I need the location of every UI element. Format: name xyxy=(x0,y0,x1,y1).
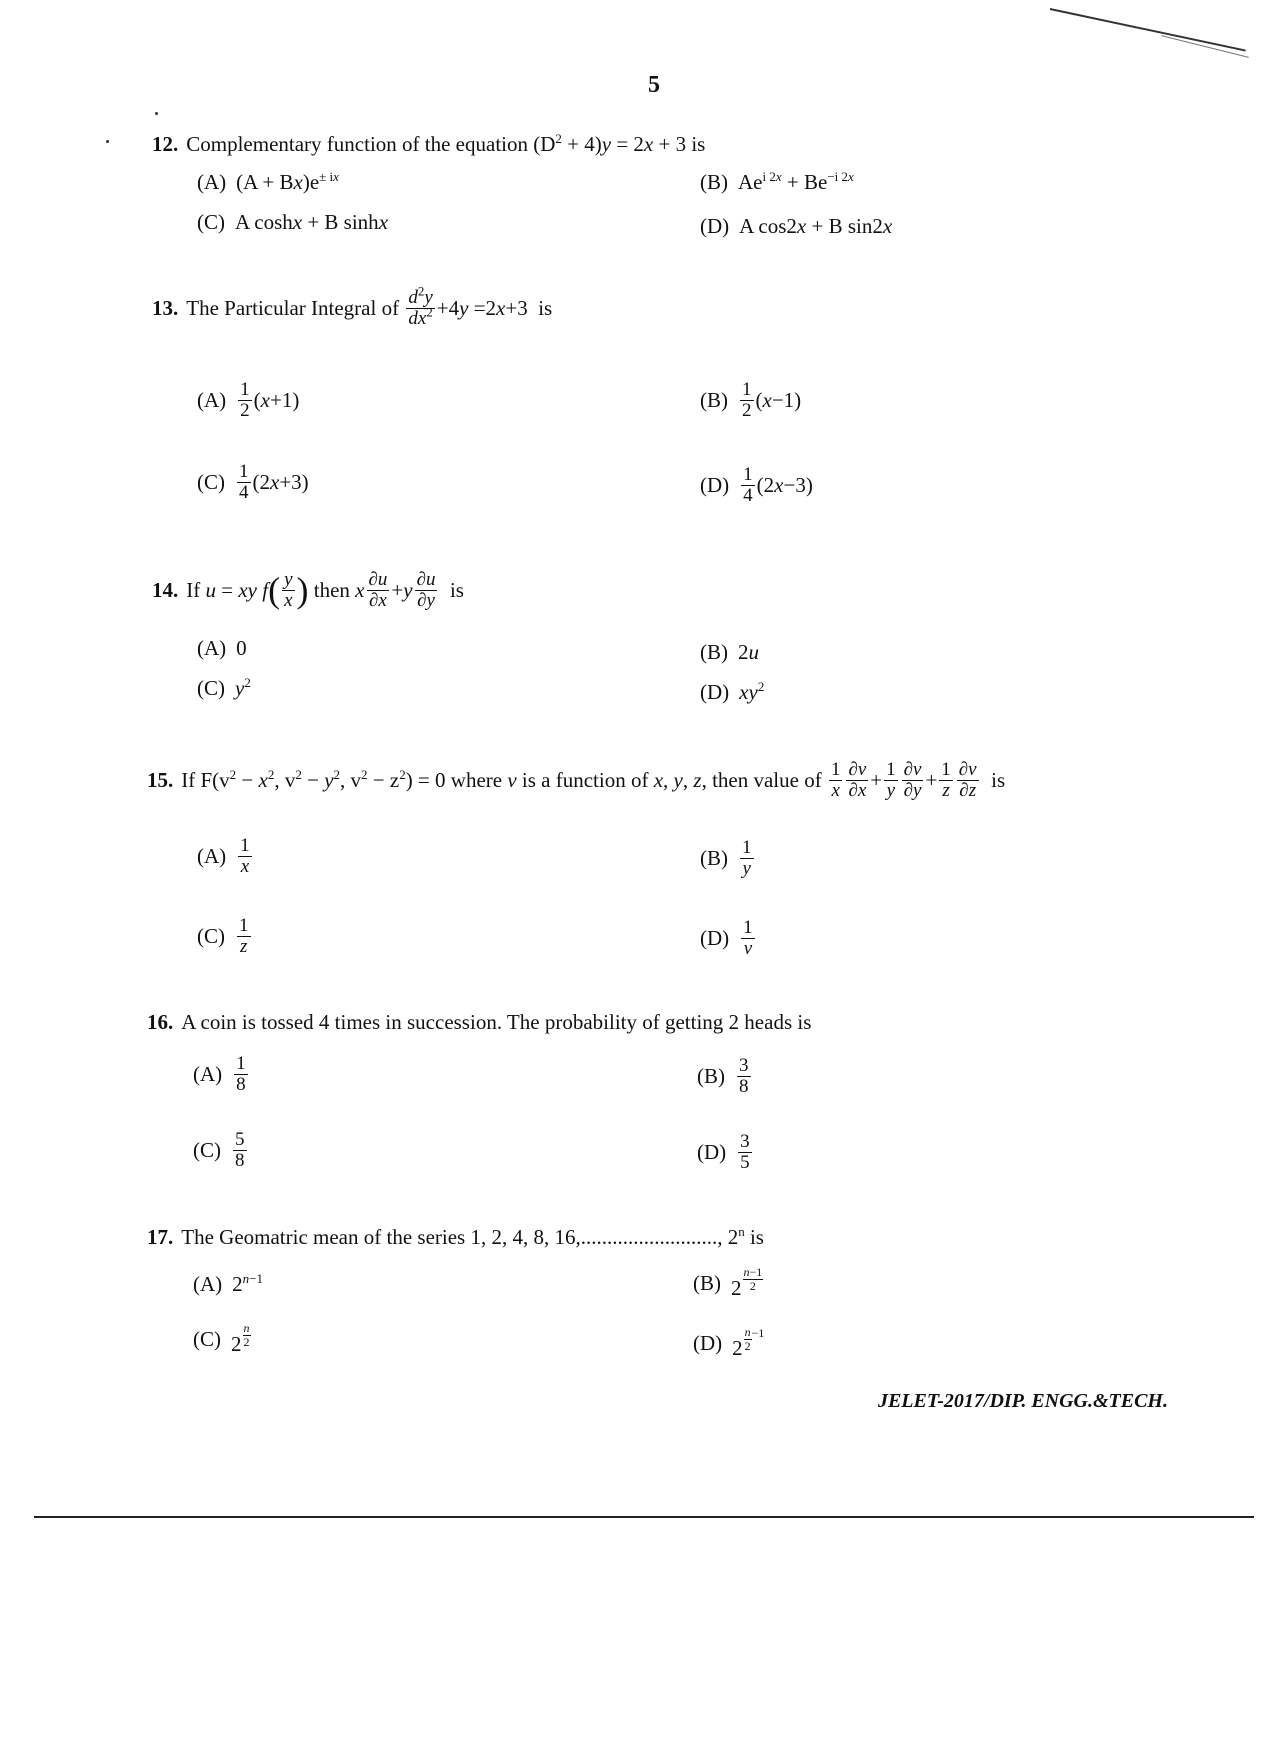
option-15c[interactable]: (C) $\frac{1}{z}$ xyxy=(197,915,249,957)
question-14: 14. If u = xy f ( $\frac{y}{x}$ ) then x $\frac{\partial u}{\partial x}$ +y $\frac{\partial u}{\partial y}$ is xyxy=(152,569,464,611)
option-15d[interactable]: (D) $\frac{1}{v}$ xyxy=(700,917,753,959)
page-number: 5 xyxy=(648,72,660,98)
scan-mark xyxy=(1050,8,1246,52)
question-number: 12. xyxy=(152,132,179,156)
option-12c[interactable]: (C) A coshx + B sinhx xyxy=(197,210,389,234)
option-16d[interactable]: (D) $\frac{3}{5}$ xyxy=(697,1131,750,1173)
option-14b[interactable]: (B) 2u xyxy=(700,640,759,664)
scan-dot xyxy=(155,112,158,115)
option-14d[interactable]: (D) $xy^2$ xyxy=(700,679,765,704)
option-17c[interactable]: (C) 2 $\frac{n}{2}$ xyxy=(193,1321,250,1356)
option-17d[interactable]: (D) 2 $\frac{n}{2}$ −1 xyxy=(693,1325,765,1360)
question-16: 16. A coin is tossed 4 times in succession. The probability of getting 2 heads is xyxy=(147,1010,812,1034)
option-13b[interactable]: (B) $\frac{1}{2}$ (x−1) xyxy=(700,379,802,421)
option-12b[interactable]: (B) $Ae^{i 2x} + Be^{-i 2x}$ xyxy=(700,169,854,194)
option-13c[interactable]: (C) $\frac{1}{4}$ (2x+3) xyxy=(197,461,309,503)
option-17a[interactable]: (A) $2^{n-1}$ xyxy=(193,1271,263,1296)
option-15b[interactable]: (B) $\frac{1}{y}$ xyxy=(700,837,752,879)
option-14a[interactable]: (A) 0 xyxy=(197,636,247,660)
fraction: $\frac{d^2y}{dx^2}$ xyxy=(408,283,433,329)
option-13a[interactable]: (A) $\frac{1}{2}$ (x+1) xyxy=(197,379,300,421)
question-13: 13. The Particular Integral of $\frac{d^2y}{dx^2}$ +4y =2x+3 is xyxy=(152,283,553,329)
scan-dot xyxy=(106,140,109,143)
option-16c[interactable]: (C) $\frac{5}{8}$ xyxy=(193,1129,245,1171)
question-17: 17. The Geomatric mean of the series 1, 2, 4, 8, 16,.........................., 2$^n$ is xyxy=(147,1224,764,1249)
option-16a[interactable]: (A) $\frac{1}{8}$ xyxy=(193,1053,246,1095)
option-15a[interactable]: (A) $\frac{1}{x}$ xyxy=(197,835,250,877)
question-text: Complementary function of the equation $(D^2 + 4)y = 2x + 3$ is xyxy=(186,131,706,156)
option-12a[interactable]: (A) $(A + Bx)e^{\pm ix}$ xyxy=(197,169,339,194)
bottom-rule xyxy=(34,1516,1254,1518)
option-14c[interactable]: (C) $y^2$ xyxy=(197,675,251,700)
option-17b[interactable]: (B) 2 $\frac{n-1}{2}$ xyxy=(693,1265,763,1300)
option-16b[interactable]: (B) $\frac{3}{8}$ xyxy=(697,1055,749,1097)
footer-code: JELET-2017/DIP. ENGG.&TECH. xyxy=(877,1390,1168,1412)
option-13d[interactable]: (D) $\frac{1}{4}$ (2x−3) xyxy=(700,464,813,506)
option-12d[interactable]: (D) A cos2x + B sin2x xyxy=(700,214,893,238)
question-15: 15. If $F(v^2 - x^2$, $v^2 - y^2$, $v^2 - z^2) = 0$ where v is a function of x, y, z, then value of $\frac{1}{x}$ $\frac{\partial v}{\partial x}$ + $\frac{1}{y}$ $\frac{\partial v}{\partial y}$ + $\frac{1}{z}$ $\frac{\partial v}{\partial z}$ is xyxy=(147,759,1006,801)
question-12 xyxy=(152,132,705,157)
